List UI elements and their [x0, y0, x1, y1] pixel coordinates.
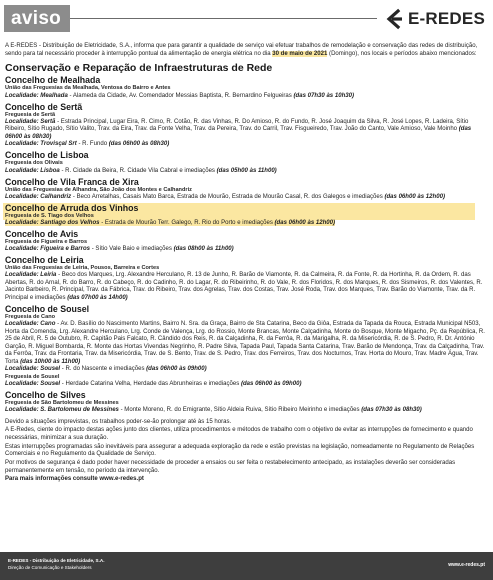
- localidade-entry: [5, 93, 489, 101]
- closing-text: [5, 419, 489, 484]
- localidade-entry: [5, 272, 489, 302]
- concelho-section: [5, 150, 489, 175]
- localidade-entry: [5, 141, 489, 149]
- localidade-streets: - R. Fundo: [76, 141, 109, 148]
- freguesia-name: Freguesia de Figueira e Barros: [5, 238, 88, 245]
- freguesia-name: Freguesia dos Olivais: [5, 160, 63, 167]
- aviso-tag: aviso: [4, 5, 70, 32]
- localidade-content: [5, 119, 471, 140]
- localidade-content: [5, 272, 482, 301]
- e-redes-logo: [377, 6, 485, 32]
- localidade-label: Localidade: Sousel: [5, 380, 61, 387]
- localidade-entry: [5, 381, 489, 389]
- concelho-title: Concelho de Arruda dos Vinhos: [3, 203, 475, 213]
- concelho-title: Concelho de Sertã: [5, 101, 83, 112]
- interruption-time: (das 06h00 às 12h00): [384, 193, 445, 200]
- localidade-content: [5, 366, 207, 372]
- concelho-section: [5, 102, 489, 149]
- footer: [0, 552, 493, 580]
- localidade-streets: - Alameda da Cidade, Av. Comendador Messias Baptista, R. Bernardino Felgueiras: [67, 92, 294, 99]
- localidade-content: [5, 220, 335, 226]
- concelhos-list: [5, 75, 489, 414]
- freguesia-name: Freguesia de Sertã: [5, 111, 56, 118]
- interruption-time: (das 10h00 às 11h00): [20, 358, 81, 365]
- footer-website-link[interactable]: www.e-redes.pt: [448, 562, 485, 568]
- main-title: Conservação e Reparação de Infraestruturas de Rede: [5, 62, 273, 75]
- closing-paragraph-4: Por motivos de segurança é dado poder haver necessidade de proceder a ensaios ou ser feita o restabelecimento antecipado, as instalações deverão ser consideradas permanentemente em tensão, no período da intervenção.: [5, 459, 456, 474]
- interruption-time: (das 07h30 às 10h30): [293, 92, 355, 99]
- intro-date: 30 de maio de 2021: [272, 50, 328, 57]
- localidade-content: [5, 93, 354, 99]
- localidade-streets: - Estrada Principal, Lugar Eira, R. Cimo, R. Cotão, R. das Vinhas, R. Do Amioso, R. do Fundo, R. José Joaquim da Silva, R. José Lopes, R. Ladeira, Sítio Ribeiro, Sítio Rugado, Sítio Valito, Trav. da Eira, Trav. da Fonte Velha, Trav. da Pereira, Trav. do Carril, Trav. Fisgueiredo, Trav. João do Canto, Vale Amioso, Vale Moinho: [5, 118, 469, 133]
- localidade-label: Localidade: Lisboa: [5, 167, 60, 174]
- localidade-label: Localidade: Mealhada: [5, 92, 68, 99]
- concelho-title: Concelho de Leiria: [5, 254, 84, 265]
- concelho-title: Concelho de Sousel: [5, 303, 90, 314]
- localidade-streets: - Av. D. Basílio do Nascimento Martins, Bairro N. Sra. da Graça, Bairro de Sta Catarina, Beco da Giôa, Estrada da Tapada da Rouca, Estrada Municipal N503, Horta da Comenda, Lrg. Alexandre Herculano, Lrg. Conde de Valença, Lrg. do Rossio, Monte Brancas, Monte Calçadinha, Monte do Bosque, Monte Migacho, Pç. da República, R. 25 de Abril, R. 5 de Outubro, R. Capitão Pais Falcato, R. Cândido dos Reis, R. da Calçadinha, R. da Ferrôa, R. da Marigalha, R. da Misericórdia, R. de S. Pedro, R. Dr. António Garção, R. Miguel Bombarda, R. Monte das Hortas Vivendas Negrinho, R. Padre Silva, Tapada Paul, Tapada Santa Catarina, Trav. Barão de Mendonça, Trav. da Calçadinha, Trav. da Ferrôa, Trav. da Frontaria, Trav. da Misericórdia, Trav. de S. Bento, Trav. de S. Pedro, Trav. dos Ferreiros, Trav. dos Nocturnos, Trav. Horta do Mouro, Trav. Madre Água, Trav. Torta: [5, 320, 485, 365]
- localidade-streets: - Monte Moreno, R. do Emigrante, Sítio Aldeia Ruiva, Sítio Ribeiro Meirinho e imediações: [118, 407, 362, 414]
- localidade-content: [5, 246, 234, 252]
- concelho-section: [5, 203, 489, 228]
- notice-body: [5, 43, 489, 485]
- concelho-section: [5, 177, 489, 202]
- interruption-time: (das 08h00 às 11h00): [173, 246, 234, 253]
- more-info-link[interactable]: Para mais informações consulte www.e-redes.pt: [5, 476, 144, 483]
- localidade-content: [5, 194, 445, 200]
- concelho-section: [5, 255, 489, 302]
- e-redes-logo-icon: [383, 8, 405, 30]
- localidade-content: [5, 168, 277, 174]
- localidade-entry: [5, 194, 489, 202]
- localidade-streets: - Herdade Catarina Velha, Herdade das Abrunheiras e imediações: [60, 380, 241, 387]
- header: [0, 0, 493, 36]
- freguesia-name: União das Freguesias de Alhandra, São João dos Montes e Calhandriz: [5, 186, 192, 193]
- localidade-streets: - Sítio Vale Baio e imediações: [90, 246, 174, 253]
- intro-text-1: A E-REDES - Distribuição de Eletricidade, S.A., informa que para garantir a qualidade de serviço vai efetuar trabalhos de remodelação e conservação das redes de distribuição, sendo para tal necessário proceder à interrupção pontual da alimentação de energia elétrica no dia: [5, 43, 478, 57]
- localidade-entry: [5, 119, 489, 142]
- localidade-streets: - Beco dos Marques, Lrg. Alexandre Herculano, R. 13 de Junho, R. Barão de Viamonte, R. da Calmeira, R. da Fonte, R. da Hortinha, R. da Ordem, R. das Abertas, R. do Arnal, R. do Barro, R. do Cabeço, R. do Cadinho, R. do Lagar, R. do Ribeirinho, R. do Vale, R. dos Floridos, R. dos Marques, R. dos Sismeiros, R. dos Valentes, R. Jacinto Barbeiro, R. Principal, Trav. da Fábrica, Trav. do Ribeiro, Trav. dos Agrelas, Trav. dos Costas, Trav. José Roda, Trav. dos Marques, Trav. Barão do Viamonte, Trav. da R. Principal e imediações: [5, 272, 483, 301]
- localidade-label: Localidade: Sousel: [5, 366, 61, 373]
- freguesia-name: Freguesia de Sousel: [5, 373, 60, 380]
- localidade-label: Localidade: Leiria: [5, 272, 57, 279]
- localidade-content: [5, 381, 301, 387]
- localidade-streets: - R. do Nascente e imediações: [60, 366, 147, 373]
- freguesia-name: Freguesia de São Bartolomeu de Messines: [5, 399, 119, 406]
- localidade-entry: [5, 321, 489, 366]
- interruption-time: (das 07h30 às 08h30): [361, 407, 422, 414]
- interruption-time: (das 06h00 às 12h00): [274, 219, 336, 226]
- localidade-label: Localidade: Santiago dos Velhos: [5, 219, 100, 226]
- localidade-label: Localidade: Cano: [5, 320, 56, 327]
- interruption-time: (das 06h00 às 09h00): [146, 366, 207, 373]
- closing-paragraph-1: Devido a situações imprevistas, os trabalhos poder-se-ão prolongar até às 15 horas.: [5, 418, 232, 425]
- interruption-time: (das 06h00 às 08h30): [5, 126, 472, 140]
- localidade-entry: [5, 220, 489, 228]
- freguesia-name: Freguesia de S. Tiago dos Velhos: [3, 213, 475, 220]
- intro-paragraph: [5, 43, 489, 58]
- localidade-streets: - Beco Arretalhas, Casais Mato Barca, Estrada de Mourão, Estrada de Mourão Casal, R. dos Galegos e imediações: [71, 193, 385, 200]
- interruption-time: (das 06h00 às 09h00): [240, 380, 302, 387]
- footer-company: [8, 558, 105, 571]
- localidade-content: [5, 141, 169, 147]
- closing-paragraph-2: A E-Redes, ciente do impacto destas ações junto dos clientes, utiliza procedimentos e métodos de trabalho com o objetivo de evitar as interrupções de fornecimento e quando necessárias, minimizar a sua duração.: [5, 427, 473, 441]
- concelho-title: Concelho de Lisboa: [5, 150, 89, 161]
- localidade-entry: [5, 407, 489, 415]
- concelho-title: Concelho de Silves: [5, 389, 86, 400]
- interruption-time: (das 05h00 às 11h00): [216, 167, 277, 174]
- localidade-label: Localidade: Calhandriz: [5, 193, 72, 200]
- footer-line-1: E-REDES - Distribuição de Eletricidade, S.A.: [8, 558, 105, 563]
- localidade-streets: - Estrada de Mourão Terr. Galego, R. Rio do Porto e imediações: [99, 219, 275, 226]
- concelho-title: Concelho de Mealhada: [5, 75, 101, 86]
- localidade-streets: - R. Cidade da Beira, R. Cidade Vila Cabral e imediações: [59, 167, 217, 174]
- localidade-label: Localidade: Trovisçal Srt: [5, 141, 77, 148]
- localidade-entry: [5, 366, 489, 374]
- freguesia-name: União das Freguesias da Mealhada, Ventosa do Bairro e Antes: [5, 85, 171, 92]
- localidade-label: Localidade: Sertã: [5, 118, 56, 125]
- concelho-title: Concelho de Avis: [5, 228, 79, 239]
- localidade-entry: [5, 246, 489, 254]
- footer-line-2: Direção de Comunicação e Stakeholders: [8, 564, 92, 570]
- localidade-label: Localidade: S. Bartolomeu de Messines: [5, 407, 119, 414]
- intro-text-2: (Domingo), nos locais e períodos abaixo mencionados:: [327, 50, 477, 57]
- localidade-content: [5, 321, 485, 365]
- concelho-section: [5, 75, 489, 100]
- concelho-section: [5, 390, 489, 415]
- brand-name: E-REDES: [408, 9, 485, 28]
- concelho-section: [5, 229, 489, 254]
- interruption-time: (das 07h00 às 14h00): [67, 294, 128, 301]
- localidade-content: [5, 407, 422, 413]
- closing-paragraph-3: Estas interrupções programadas são inevitáveis para assegurar a adequada exploração da rede e estão previstas na legislação, nomeadamente no Regulamento de Relações Comerciais e no Regulamento da Qualidade de Serviço.: [5, 443, 475, 458]
- localidade-entry: [5, 168, 489, 176]
- localidade-label: Localidade: Figueira e Barros: [5, 246, 91, 253]
- concelho-section: [5, 304, 489, 389]
- interruption-time: (das 06h00 às 08h30): [108, 141, 170, 148]
- freguesia-name: Freguesia de Cano: [5, 313, 56, 320]
- freguesia-name: União das Freguesias de Leiria, Pousos, Barreira e Cortes: [5, 264, 160, 271]
- concelho-title: Concelho de Vila Franca de Xira: [5, 176, 139, 187]
